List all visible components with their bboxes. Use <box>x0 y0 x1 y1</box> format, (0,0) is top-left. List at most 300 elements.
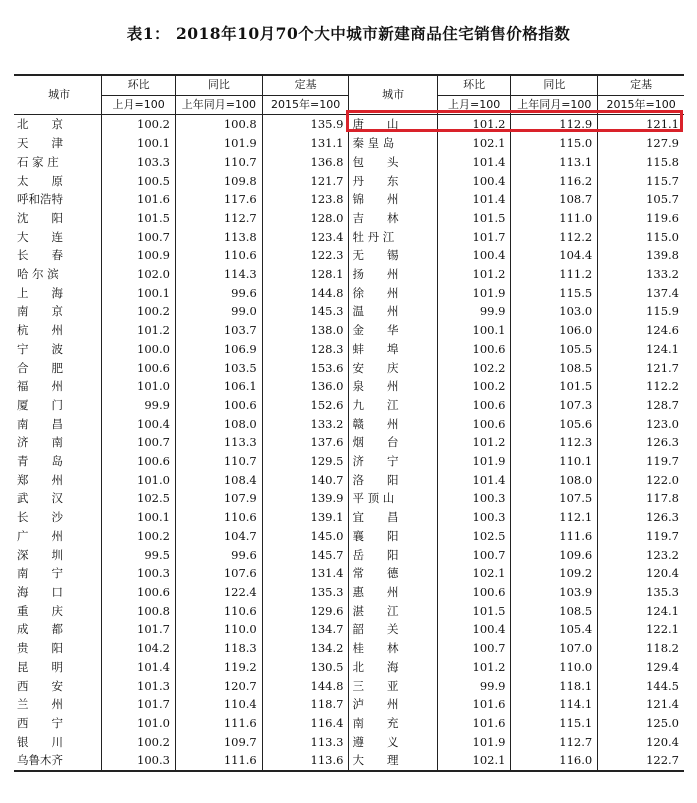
yoy-value: 111.6 <box>175 751 262 771</box>
table-row <box>14 396 684 415</box>
mom-value: 102.2 <box>437 359 511 378</box>
yoy-value: 110.6 <box>175 602 262 621</box>
mom-value: 100.6 <box>102 452 176 471</box>
table-title: 表1： 2018年10月70个大中城市新建商品住宅销售价格指数 <box>126 24 571 43</box>
table-row <box>14 508 684 527</box>
base-value: 127.9 <box>598 134 684 153</box>
yoy-value: 118.1 <box>511 677 598 696</box>
yoy-value: 110.7 <box>175 452 262 471</box>
yoy-value: 112.7 <box>175 209 262 228</box>
yoy-value: 105.4 <box>511 620 598 639</box>
yoy-value: 118.3 <box>175 639 262 658</box>
base-value: 123.8 <box>262 190 349 209</box>
yoy-value: 122.4 <box>175 583 262 602</box>
yoy-value: 109.7 <box>175 733 262 752</box>
base-value: 135.9 <box>262 115 349 134</box>
base-value: 131.1 <box>262 134 349 153</box>
city-name: 平 顶 山 <box>349 489 437 508</box>
city-name: 郑 州 <box>17 472 63 487</box>
mom-value: 100.9 <box>102 246 176 265</box>
city-name: 青 岛 <box>17 454 63 469</box>
table-row <box>14 677 684 696</box>
base-value: 128.7 <box>598 396 684 415</box>
mom-value: 101.9 <box>437 284 511 303</box>
base-value: 124.1 <box>598 340 684 359</box>
city-name: 宁 波 <box>17 341 63 356</box>
yoy-value: 111.6 <box>175 714 262 733</box>
table-row <box>14 564 684 583</box>
base-value: 120.4 <box>598 564 684 583</box>
yoy-value: 103.9 <box>511 583 598 602</box>
mom-value: 101.3 <box>102 677 176 696</box>
yoy-value: 103.5 <box>175 359 262 378</box>
city-name: 银 川 <box>17 734 63 749</box>
mom-value: 101.4 <box>437 190 511 209</box>
mom-value: 100.1 <box>102 508 176 527</box>
mom-value: 100.4 <box>437 620 511 639</box>
city-name: 兰 州 <box>17 697 63 712</box>
yoy-value: 119.2 <box>175 658 262 677</box>
base-value: 116.4 <box>262 714 349 733</box>
yoy-value: 117.6 <box>175 190 262 209</box>
base-value: 138.0 <box>262 321 349 340</box>
header-base-left: 定基 <box>262 75 349 95</box>
mom-value: 101.0 <box>102 377 176 396</box>
base-value: 135.3 <box>262 583 349 602</box>
base-value: 128.0 <box>262 209 349 228</box>
mom-value: 102.1 <box>437 134 511 153</box>
city-name: 三 亚 <box>349 677 437 696</box>
city-name: 遵 义 <box>349 733 437 752</box>
yoy-value: 110.4 <box>175 695 262 714</box>
yoy-value: 114.3 <box>175 265 262 284</box>
table-row <box>14 658 684 677</box>
base-value: 113.6 <box>262 751 349 771</box>
city-name: 北 海 <box>349 658 437 677</box>
base-value: 128.3 <box>262 340 349 359</box>
city-name: 厦 门 <box>17 397 63 412</box>
yoy-value: 113.8 <box>175 228 262 247</box>
base-value: 126.3 <box>598 433 684 452</box>
mom-value: 101.5 <box>437 209 511 228</box>
mom-value: 100.1 <box>102 284 176 303</box>
yoy-value: 110.1 <box>511 452 598 471</box>
base-value: 125.0 <box>598 714 684 733</box>
table-row <box>14 134 684 153</box>
mom-value: 100.6 <box>102 583 176 602</box>
city-name: 烟 台 <box>349 433 437 452</box>
yoy-value: 115.1 <box>511 714 598 733</box>
city-name: 唐 山 <box>349 115 437 134</box>
base-value: 115.0 <box>598 228 684 247</box>
table-row <box>14 602 684 621</box>
city-name: 成 都 <box>17 622 63 637</box>
city-name: 石 家 庄 <box>17 154 59 169</box>
mom-value: 100.3 <box>437 508 511 527</box>
table-row <box>14 321 684 340</box>
city-name: 西 宁 <box>17 715 63 730</box>
mom-value: 101.2 <box>437 265 511 284</box>
yoy-value: 100.8 <box>175 115 262 134</box>
city-name: 贵 阳 <box>17 641 63 656</box>
yoy-value: 107.5 <box>511 489 598 508</box>
mom-value: 100.7 <box>102 228 176 247</box>
mom-value: 101.5 <box>102 209 176 228</box>
base-value: 139.8 <box>598 246 684 265</box>
mom-value: 100.4 <box>437 246 511 265</box>
city-name: 泸 州 <box>349 695 437 714</box>
city-name: 徐 州 <box>349 284 437 303</box>
header-base-right: 定基 <box>598 75 684 95</box>
mom-value: 101.9 <box>437 733 511 752</box>
mom-value: 101.2 <box>437 115 511 134</box>
base-value: 131.4 <box>262 564 349 583</box>
header-base-sub-left: 2015年=100 <box>262 95 349 115</box>
city-name: 金 华 <box>349 321 437 340</box>
mom-value: 99.5 <box>102 546 176 565</box>
city-name: 无 锡 <box>349 246 437 265</box>
yoy-value: 110.0 <box>511 658 598 677</box>
mom-value: 100.2 <box>102 115 176 134</box>
mom-value: 103.3 <box>102 153 176 172</box>
mom-value: 101.6 <box>437 714 511 733</box>
city-name: 牡 丹 江 <box>349 228 437 247</box>
yoy-value: 108.7 <box>511 190 598 209</box>
city-name: 九 江 <box>349 396 437 415</box>
yoy-value: 112.3 <box>511 433 598 452</box>
header-city-left: 城市 <box>14 75 102 115</box>
base-value: 117.8 <box>598 489 684 508</box>
city-name: 沈 阳 <box>17 210 63 225</box>
mom-value: 101.0 <box>102 714 176 733</box>
table-row <box>14 153 684 172</box>
yoy-value: 101.9 <box>175 134 262 153</box>
base-value: 126.3 <box>598 508 684 527</box>
base-value: 144.8 <box>262 284 349 303</box>
base-value: 115.8 <box>598 153 684 172</box>
base-value: 121.7 <box>598 359 684 378</box>
yoy-value: 116.2 <box>511 172 598 191</box>
city-name: 南 京 <box>17 304 63 319</box>
mom-value: 100.4 <box>102 415 176 434</box>
city-name: 太 原 <box>17 173 63 188</box>
base-value: 121.4 <box>598 695 684 714</box>
table-row <box>14 620 684 639</box>
yoy-value: 112.2 <box>511 228 598 247</box>
city-name: 济 南 <box>17 435 63 450</box>
mom-value: 101.7 <box>102 695 176 714</box>
header-yoy-sub-left: 上年同月=100 <box>175 95 262 115</box>
mom-value: 100.1 <box>102 134 176 153</box>
base-value: 130.5 <box>262 658 349 677</box>
city-name: 温 州 <box>349 302 437 321</box>
mom-value: 102.5 <box>437 527 511 546</box>
yoy-value: 103.0 <box>511 302 598 321</box>
mom-value: 100.7 <box>437 639 511 658</box>
table-row <box>14 228 684 247</box>
yoy-value: 112.1 <box>511 508 598 527</box>
mom-value: 102.5 <box>102 489 176 508</box>
base-value: 105.7 <box>598 190 684 209</box>
city-name: 湛 江 <box>349 602 437 621</box>
base-value: 118.2 <box>598 639 684 658</box>
base-value: 122.1 <box>598 620 684 639</box>
base-value: 121.1 <box>598 115 684 134</box>
mom-value: 101.0 <box>102 471 176 490</box>
yoy-value: 101.5 <box>511 377 598 396</box>
table-row <box>14 359 684 378</box>
yoy-value: 105.5 <box>511 340 598 359</box>
yoy-value: 108.5 <box>511 359 598 378</box>
mom-value: 100.2 <box>102 527 176 546</box>
table-row <box>14 452 684 471</box>
yoy-value: 114.1 <box>511 695 598 714</box>
mom-value: 100.6 <box>102 359 176 378</box>
table-row <box>14 209 684 228</box>
base-value: 112.2 <box>598 377 684 396</box>
header-mom-sub-right: 上月=100 <box>437 95 511 115</box>
base-value: 113.3 <box>262 733 349 752</box>
base-value: 134.7 <box>262 620 349 639</box>
base-value: 128.1 <box>262 265 349 284</box>
base-value: 145.0 <box>262 527 349 546</box>
table-row <box>14 751 684 771</box>
mom-value: 102.1 <box>437 564 511 583</box>
base-value: 134.2 <box>262 639 349 658</box>
mom-value: 102.0 <box>102 265 176 284</box>
city-name: 上 海 <box>17 285 63 300</box>
mom-value: 101.6 <box>102 190 176 209</box>
city-name: 宜 昌 <box>349 508 437 527</box>
table-row <box>14 415 684 434</box>
mom-value: 102.1 <box>437 751 511 771</box>
city-name: 武 汉 <box>17 491 63 506</box>
yoy-value: 105.6 <box>511 415 598 434</box>
base-value: 135.3 <box>598 583 684 602</box>
yoy-value: 108.0 <box>175 415 262 434</box>
yoy-value: 110.6 <box>175 508 262 527</box>
yoy-value: 99.6 <box>175 284 262 303</box>
yoy-value: 99.0 <box>175 302 262 321</box>
mom-value: 101.7 <box>102 620 176 639</box>
mom-value: 101.6 <box>437 695 511 714</box>
table-row <box>14 115 684 134</box>
header-base-sub-right: 2015年=100 <box>598 95 684 115</box>
table-row <box>14 639 684 658</box>
base-value: 120.4 <box>598 733 684 752</box>
city-name: 扬 州 <box>349 265 437 284</box>
city-name: 海 口 <box>17 584 63 599</box>
yoy-value: 108.5 <box>511 602 598 621</box>
yoy-value: 110.0 <box>175 620 262 639</box>
mom-value: 101.5 <box>437 602 511 621</box>
city-name: 南 充 <box>349 714 437 733</box>
base-value: 139.9 <box>262 489 349 508</box>
base-value: 145.7 <box>262 546 349 565</box>
header-yoy-left: 同比 <box>175 75 262 95</box>
mom-value: 100.7 <box>102 433 176 452</box>
mom-value: 101.2 <box>102 321 176 340</box>
city-name: 济 宁 <box>349 452 437 471</box>
base-value: 122.7 <box>598 751 684 771</box>
mom-value: 100.6 <box>437 583 511 602</box>
city-name: 秦 皇 岛 <box>349 134 437 153</box>
yoy-value: 111.6 <box>511 527 598 546</box>
header-mom-sub-left: 上月=100 <box>102 95 176 115</box>
mom-value: 104.2 <box>102 639 176 658</box>
city-name: 惠 州 <box>349 583 437 602</box>
yoy-value: 109.2 <box>511 564 598 583</box>
mom-value: 100.0 <box>102 340 176 359</box>
table-row <box>14 433 684 452</box>
base-value: 133.2 <box>598 265 684 284</box>
city-name: 大 连 <box>17 229 63 244</box>
yoy-value: 111.2 <box>511 265 598 284</box>
base-value: 121.7 <box>262 172 349 191</box>
table-row <box>14 733 684 752</box>
yoy-value: 107.6 <box>175 564 262 583</box>
table-row <box>14 172 684 191</box>
city-name: 呼和浩特 <box>17 192 63 207</box>
city-name: 合 肥 <box>17 360 63 375</box>
mom-value: 100.1 <box>437 321 511 340</box>
base-value: 137.6 <box>262 433 349 452</box>
table-row <box>14 377 684 396</box>
city-name: 大 理 <box>349 751 437 771</box>
base-value: 129.5 <box>262 452 349 471</box>
city-name: 安 庆 <box>349 359 437 378</box>
city-name: 重 庆 <box>17 603 63 618</box>
mom-value: 100.3 <box>102 564 176 583</box>
base-value: 118.7 <box>262 695 349 714</box>
base-value: 139.1 <box>262 508 349 527</box>
mom-value: 99.9 <box>437 302 511 321</box>
base-value: 145.3 <box>262 302 349 321</box>
base-value: 123.0 <box>598 415 684 434</box>
mom-value: 100.5 <box>102 172 176 191</box>
yoy-value: 107.0 <box>511 639 598 658</box>
mom-value: 101.2 <box>437 433 511 452</box>
city-name: 广 州 <box>17 528 63 543</box>
city-name: 杭 州 <box>17 323 63 338</box>
city-name: 岳 阳 <box>349 546 437 565</box>
mom-value: 100.6 <box>437 396 511 415</box>
mom-value: 101.4 <box>437 471 511 490</box>
base-value: 122.0 <box>598 471 684 490</box>
base-value: 144.8 <box>262 677 349 696</box>
yoy-value: 109.6 <box>511 546 598 565</box>
yoy-value: 108.0 <box>511 471 598 490</box>
base-value: 119.7 <box>598 527 684 546</box>
base-value: 140.7 <box>262 471 349 490</box>
mom-value: 99.9 <box>437 677 511 696</box>
city-name: 福 州 <box>17 379 63 394</box>
city-name: 南 宁 <box>17 566 63 581</box>
city-name: 洛 阳 <box>349 471 437 490</box>
mom-value: 100.6 <box>437 340 511 359</box>
base-value: 119.7 <box>598 452 684 471</box>
mom-value: 100.2 <box>437 377 511 396</box>
yoy-value: 120.7 <box>175 677 262 696</box>
yoy-value: 110.7 <box>175 153 262 172</box>
city-name: 南 昌 <box>17 416 63 431</box>
city-name: 赣 州 <box>349 415 437 434</box>
base-value: 129.6 <box>262 602 349 621</box>
base-value: 144.5 <box>598 677 684 696</box>
city-name: 哈 尔 滨 <box>17 267 59 282</box>
price-index-table <box>14 74 684 772</box>
base-value: 137.4 <box>598 284 684 303</box>
table-body <box>14 115 684 771</box>
base-value: 115.7 <box>598 172 684 191</box>
table-row <box>14 527 684 546</box>
yoy-value: 104.7 <box>175 527 262 546</box>
city-name: 丹 东 <box>349 172 437 191</box>
base-value: 124.1 <box>598 602 684 621</box>
yoy-value: 113.3 <box>175 433 262 452</box>
header-yoy-sub-right: 上年同月=100 <box>511 95 598 115</box>
table-row <box>14 246 684 265</box>
table-row <box>14 714 684 733</box>
yoy-value: 103.7 <box>175 321 262 340</box>
city-name: 乌鲁木齐 <box>14 751 102 771</box>
mom-value: 100.3 <box>437 489 511 508</box>
yoy-value: 113.1 <box>511 153 598 172</box>
mom-value: 101.4 <box>437 153 511 172</box>
table-row <box>14 489 684 508</box>
city-name: 包 头 <box>349 153 437 172</box>
mom-value: 100.3 <box>102 751 176 771</box>
base-value: 152.6 <box>262 396 349 415</box>
header-yoy-right: 同比 <box>511 75 598 95</box>
yoy-value: 104.4 <box>511 246 598 265</box>
base-value: 123.4 <box>262 228 349 247</box>
city-name: 吉 林 <box>349 209 437 228</box>
header-city-right: 城市 <box>349 75 437 115</box>
yoy-value: 112.7 <box>511 733 598 752</box>
table-row <box>14 471 684 490</box>
yoy-value: 107.3 <box>511 396 598 415</box>
table-row <box>14 190 684 209</box>
base-value: 136.0 <box>262 377 349 396</box>
table-row <box>14 340 684 359</box>
base-value: 129.4 <box>598 658 684 677</box>
city-name: 泉 州 <box>349 377 437 396</box>
table-row <box>14 546 684 565</box>
yoy-value: 99.6 <box>175 546 262 565</box>
mom-value: 99.9 <box>102 396 176 415</box>
base-value: 122.3 <box>262 246 349 265</box>
yoy-value: 108.4 <box>175 471 262 490</box>
yoy-value: 100.6 <box>175 396 262 415</box>
yoy-value: 107.9 <box>175 489 262 508</box>
yoy-value: 106.1 <box>175 377 262 396</box>
table-row <box>14 695 684 714</box>
base-value: 115.9 <box>598 302 684 321</box>
mom-value: 101.2 <box>437 658 511 677</box>
header-mom-right: 环比 <box>437 75 511 95</box>
base-value: 136.8 <box>262 153 349 172</box>
mom-value: 101.4 <box>102 658 176 677</box>
city-name: 昆 明 <box>17 659 63 674</box>
city-name: 蚌 埠 <box>349 340 437 359</box>
table-row <box>14 265 684 284</box>
city-name: 深 圳 <box>17 547 63 562</box>
mom-value: 100.6 <box>437 415 511 434</box>
base-value: 124.6 <box>598 321 684 340</box>
yoy-value: 115.5 <box>511 284 598 303</box>
mom-value: 101.9 <box>437 452 511 471</box>
